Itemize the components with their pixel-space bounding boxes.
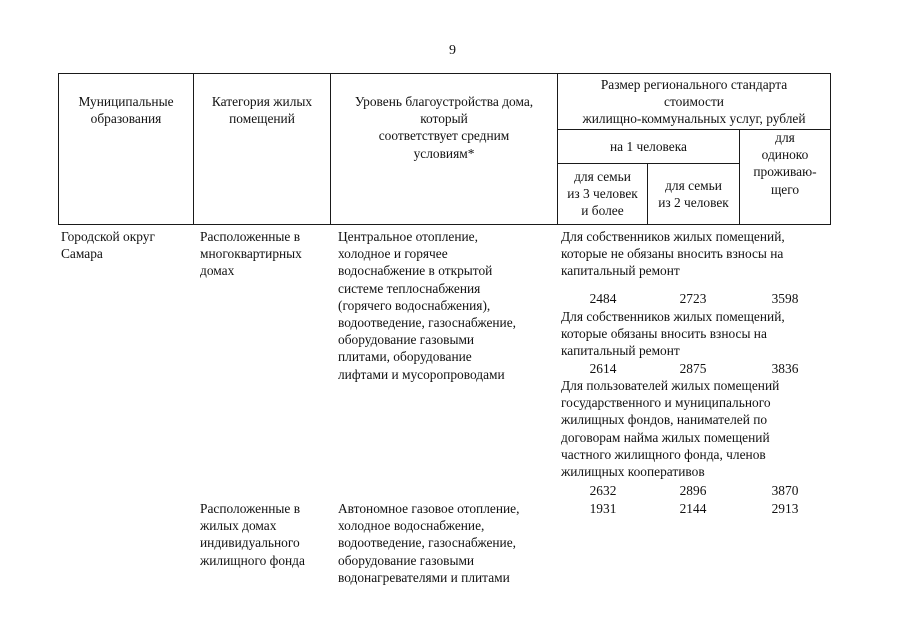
header-category: Категория жилых помещений [211, 94, 313, 127]
group2-value-family3: 2614 [589, 361, 617, 376]
group3-value-family3: 2632 [589, 483, 617, 498]
group2-description: Для собственников жилых помещений, которые обязаны вносить взносы на капитальный ремонт [561, 309, 785, 359]
group1-value-family3: 2484 [589, 291, 617, 306]
page-number: 9 [449, 43, 456, 58]
group3-value-family2: 2896 [679, 483, 707, 498]
header-family2: для семьи из 2 человек [658, 178, 729, 211]
header-standard: Размер регионального стандарта стоимости жилищно-коммунальных услуг, рублей [582, 77, 806, 127]
group2-value-single: 3836 [771, 361, 799, 376]
table-right-border [830, 73, 831, 225]
header-municipal: Муниципальные образования [78, 94, 174, 127]
group3-value-single: 3870 [771, 483, 799, 498]
row2-category: Расположенные в жилых домах индивидуального жилищного фонда [200, 501, 305, 568]
row2-level: Автономное газовое отопление, холодное водоснабжение, водоотведение, газоснабжение, оборудование газовыми водонагревателями и плитами [338, 501, 520, 585]
header-per-person: на 1 человека [610, 139, 687, 154]
header-bottom-border [58, 224, 831, 225]
header-divider-per-person [557, 163, 739, 164]
header-level: Уровень благоустройства дома, который соответствует средним условиям* [354, 94, 534, 161]
header-family3: для семьи из 3 человек и более [567, 169, 638, 219]
row1-municipality: Городской округ Самара [61, 229, 155, 262]
row2-value-family2: 2144 [679, 501, 707, 516]
group3-description: Для пользователей жилых помещений государственного и муниципального жилищных фондов, нанимателей по договорам найма жилых помещений частного жилищного фонда, членов жилищных кооперативов [561, 378, 780, 480]
row1-level: Центральное отопление, холодное и горячее водоснабжение в открытой системе теплоснабжения (горячего водоснабжения), водоотведение, газоснабжение, оборудование газовыми плитами, оборудование лифтами и мусоропроводами [338, 229, 517, 382]
group2-value-family2: 2875 [679, 361, 707, 376]
table-top-border [58, 73, 831, 74]
group1-description: Для собственников жилых помещений, которые не обязаны вносить взносы на капитальный ремонт [561, 229, 785, 279]
row2-value-single: 2913 [771, 501, 799, 516]
row2-value-family3: 1931 [589, 501, 617, 516]
header-single: для одиноко проживаю- щего [753, 130, 817, 197]
group1-value-single: 3598 [771, 291, 799, 306]
group1-value-family2: 2723 [679, 291, 707, 306]
row1-category: Расположенные в многоквартирных домах [200, 229, 302, 279]
